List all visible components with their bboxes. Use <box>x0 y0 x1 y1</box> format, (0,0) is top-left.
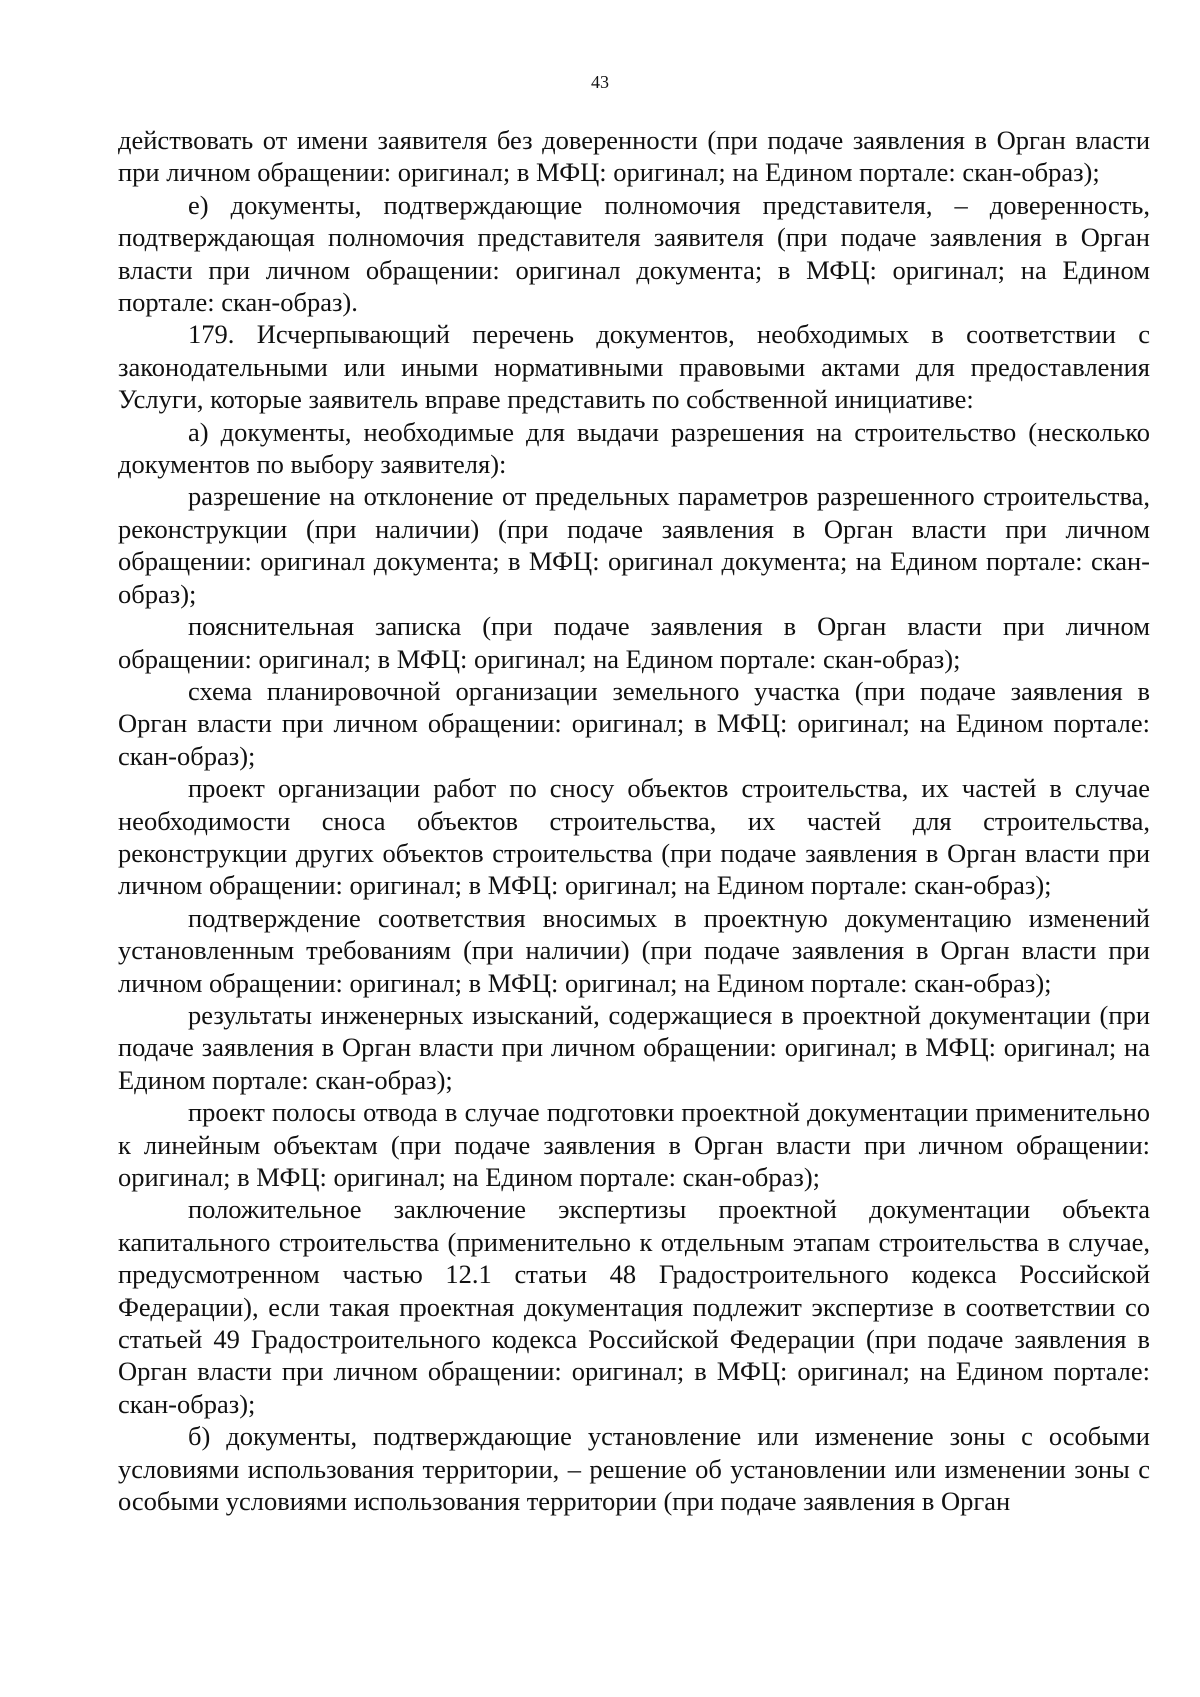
paragraph-item-a: а) документы, необходимые для выдачи разрешения на строительство (несколько документов по выбору заявителя): <box>118 416 1150 480</box>
paragraph-expert-conclusion: положительное заключение экспертизы проектной документации объекта капитального строительства (применительно к отдельным этапам строительства в случае, предусмотренном частью 12.1 статьи 48 Градостроительного кодекса Российской Федерации), если такая проектная документация подлежит экспертизе в соответствии со статьей 49 Градостроительного кодекса Российской Федерации (при подаче заявления в Орган власти при личном обращении: оригинал; в МФЦ: оригинал; на Едином портале: скан-образ); <box>118 1194 1150 1419</box>
page-number: 43 <box>591 72 609 92</box>
document-body <box>118 124 1150 1517</box>
paragraph-demolition-project: проект организации работ по сносу объектов строительства, их частей в случае необходимости сноса объектов строительства, их частей для строительства, реконструкции других объектов строительства (при подаче заявления в Орган власти при личном обращении: оригинал; в МФЦ: оригинал; на Едином портале: скан-образ); <box>118 773 1150 901</box>
paragraph-item-e: е) документы, подтверждающие полномочия представителя, – доверенность, подтверждающая полномочия представителя заявителя (при подаче заявления в Орган власти при личном обращении: оригинал документа; в МФЦ: оригинал; на Едином портале: скан-образ). <box>118 189 1150 318</box>
paragraph-item-b: б) документы, подтверждающие установление или изменение зоны с особыми условиями использования территории, – решение об установлении или изменении зоны с особыми условиями использования территории (при подаче заявления в Орган <box>118 1421 1150 1517</box>
paragraph-explanatory-note: пояснительная записка (при подаче заявления в Орган власти при личном обращении: оригинал; в МФЦ: оригинал; на Едином портале: скан-образ); <box>118 611 1150 674</box>
paragraph-right-of-way-project: проект полосы отвода в случае подготовки проектной документации применительно к линейным объектам (при подаче заявления в Орган власти при личном обращении: оригинал; в МФЦ: оригинал; на Едином портале: скан-образ); <box>118 1097 1150 1192</box>
paragraph-engineering-surveys: результаты инженерных изысканий, содержащиеся в проектной документации (при подаче заявления в Орган власти при личном обращении: оригинал; в МФЦ: оригинал; на Едином портале: скан-образ); <box>118 999 1150 1095</box>
paragraph-deviation-permit: разрешение на отклонение от предельных параметров разрешенного строительства, реконструкции (при наличии) (при подаче заявления в Орган власти при личном обращении: оригинал документа; в МФЦ: оригинал документа; на Едином портале: скан-образ); <box>118 481 1150 609</box>
paragraph-179: 179. Исчерпывающий перечень документов, необходимых в соответствии с законодательными или иными нормативными правовыми актами для предоставления Услуги, которые заявитель вправе представить по собственной инициативе: <box>118 319 1150 415</box>
paragraph-continuation: действовать от имени заявителя без доверенности (при подаче заявления в Орган власти при личном обращении: оригинал; в МФЦ: оригинал; на Едином портале: скан-образ); <box>118 125 1150 188</box>
paragraph-compliance-confirmation: подтверждение соответствия вносимых в проектную документацию изменений установленным требованиям (при наличии) (при подаче заявления в Орган власти при личном обращении: оригинал; в МФЦ: оригинал; на Едином портале: скан-образ); <box>118 902 1150 998</box>
paragraph-site-plan: схема планировочной организации земельного участка (при подаче заявления в Орган власти при личном обращении: оригинал; в МФЦ: оригинал; на Едином портале: скан-образ); <box>118 675 1150 771</box>
